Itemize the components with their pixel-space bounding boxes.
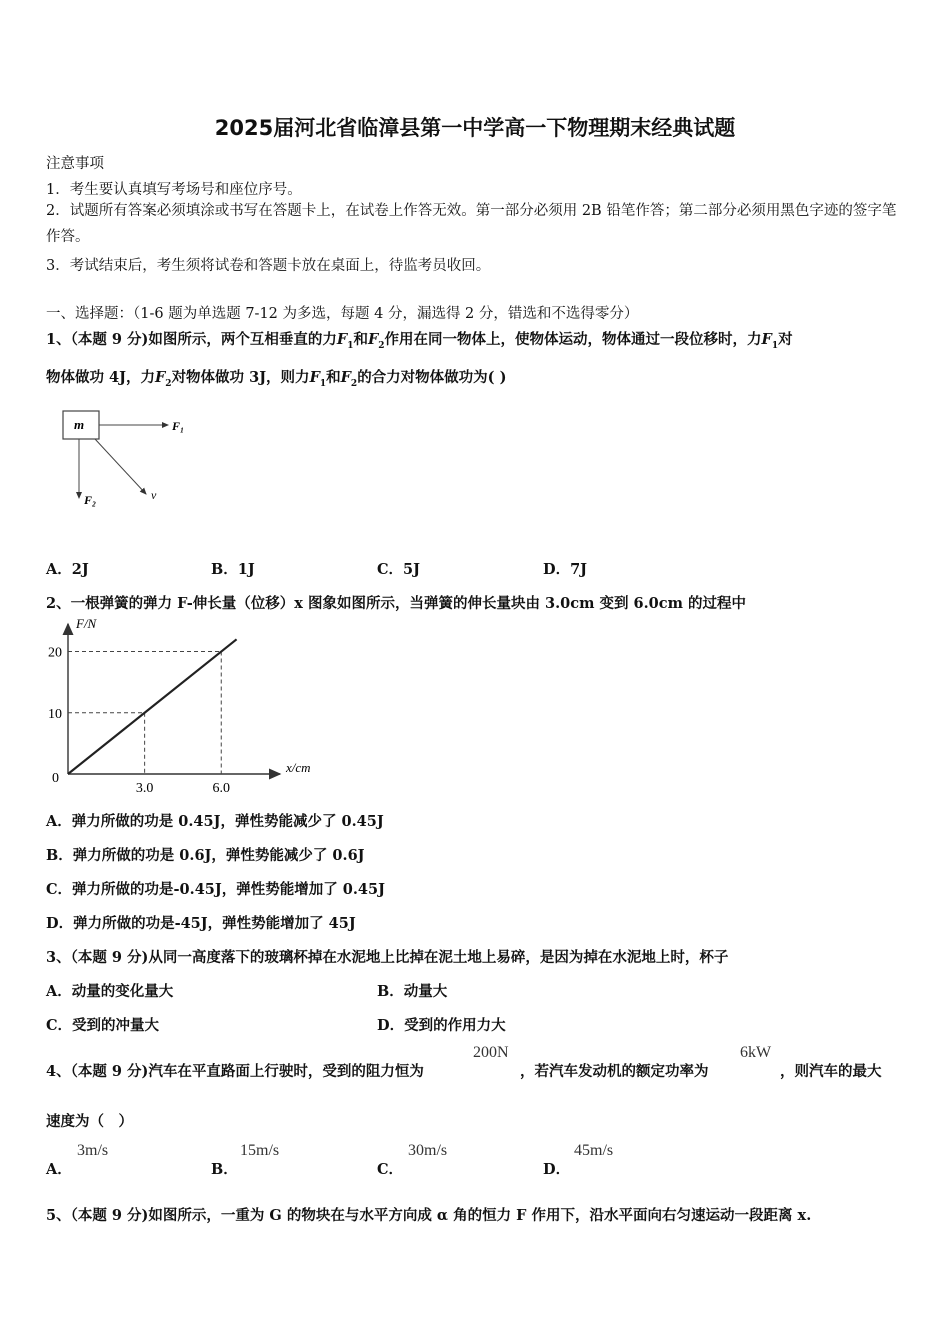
question-3-stem: 3、（本题 9 分)从同一高度落下的玻璃杯掉在水泥地上比掉在泥土地上易碎，是因为掉在水泥地上时，杯子 [46,949,729,966]
q2-option-d[interactable]: D．弹力所做的功是-45J，弹性势能增加了 45J [46,915,356,932]
q1-option-a[interactable]: A．2J [46,561,89,578]
section-heading: 一、选择题：（1-6 题为单选题 7-12 为多选，每题 4 分，漏选得 2 分，错选和不选得零分） [46,306,639,322]
q4-option-a-value: 3m/s [77,1142,109,1159]
y-tick-label-1: 10 [48,706,62,722]
q4-option-c[interactable]: C． [377,1161,404,1178]
question-1-line-2: 物体做功 4J，力$F_2$对物体做功 3J，则力$F_1$和$F_2$的合力对物体做功为( ) [46,369,507,389]
q4-option-c-value: 30m/s [408,1142,448,1159]
v-label: v [151,488,157,502]
notice-item-3: 3．考试结束后，考生须将试卷和答题卡放在桌面上，待监考员收回。 [46,258,491,274]
x-tick-label-1: 3.0 [135,781,154,796]
q4-option-d-value: 45m/s [574,1142,614,1159]
y-tick-label-2: 20 [48,645,62,661]
q1-option-d[interactable]: D．7J [543,561,588,578]
question-4-line-2: 速度为（ ） [46,1113,133,1130]
q3-option-b[interactable]: B．动量大 [377,983,448,1000]
question-4-part-2: ，若汽车发动机的额定功率为 [520,1063,709,1080]
q1-option-b[interactable]: B．1J [211,561,255,578]
q1-option-c[interactable]: C．5J [377,561,420,578]
force-line [68,639,237,774]
page-title: 2025届河北省临漳县第一中学高一下物理期末经典试题 [214,116,736,140]
q4-option-b[interactable]: B． [211,1161,238,1178]
mass-label: m [74,417,85,432]
q4-option-b-value: 15m/s [240,1142,280,1159]
notice-heading: 注意事项 [46,156,104,172]
q2-option-b[interactable]: B．弹力所做的功是 0.6J，弹性势能减少了 0.6J [46,847,365,864]
q3-option-d[interactable]: D．受到的作用力大 [377,1017,506,1034]
q4-option-a[interactable]: A． [46,1161,72,1178]
x-tick-label-2: 6.0 [212,781,231,796]
y-axis-label: F/N [76,616,97,631]
f2-label: F₂ [84,493,97,507]
question-4-part-1: 4、（本题 9 分)汽车在平直路面上行驶时，受到的阻力恒为 [46,1063,424,1080]
q3-option-c[interactable]: C．受到的冲量大 [46,1017,160,1034]
force-diagram [50,398,210,518]
q2-option-a[interactable]: A．弹力所做的功是 0.45J，弹性势能减少了 0.45J [46,813,384,830]
q4-power-value: 6kW [740,1044,772,1061]
x-axis-label: x/cm [286,760,311,775]
notice-item-2: 2．试题所有答案必须填涂或书写在答题卡上，在试卷上作答无效。第一部分必须用 2B 铅笔作答；第二部分必须用黑色字迹的签字笔作答。 [46,203,897,245]
spring-force-chart [30,614,330,800]
question-5-stem: 5、（本题 9 分)如图所示，一重为 G 的物块在与水平方向成 α 角的恒力 F 作用下，沿水平面向右匀速运动一段距离 x. [46,1207,812,1224]
q2-option-c[interactable]: C．弹力所做的功是-0.45J，弹性势能增加了 0.45J [46,881,385,898]
q4-option-d[interactable]: D． [543,1161,571,1178]
f1-label: F₁ [172,419,185,433]
q3-option-a[interactable]: A．动量的变化量大 [46,983,174,1000]
v-arrow [95,439,146,494]
origin-label: 0 [52,771,59,786]
question-1-line-1: 1、（本题 9 分)如图所示，两个互相垂直的力$F_1$和$F_2$作用在同一物体上，使物体运动，物体通过一段位移时，力$F_1$对 [46,331,793,351]
notice-item-1: 1．考生要认真填写考场号和座位序号。 [46,182,302,198]
question-2-stem: 2、一根弹簧的弹力 F-伸长量（位移）x 图象如图所示，当弹簧的伸长量块由 3.0cm 变到 6.0cm 的过程中 [46,595,746,612]
question-4-part-3: ，则汽车的最大 [780,1063,882,1080]
q4-force-value: 200N [473,1044,509,1061]
